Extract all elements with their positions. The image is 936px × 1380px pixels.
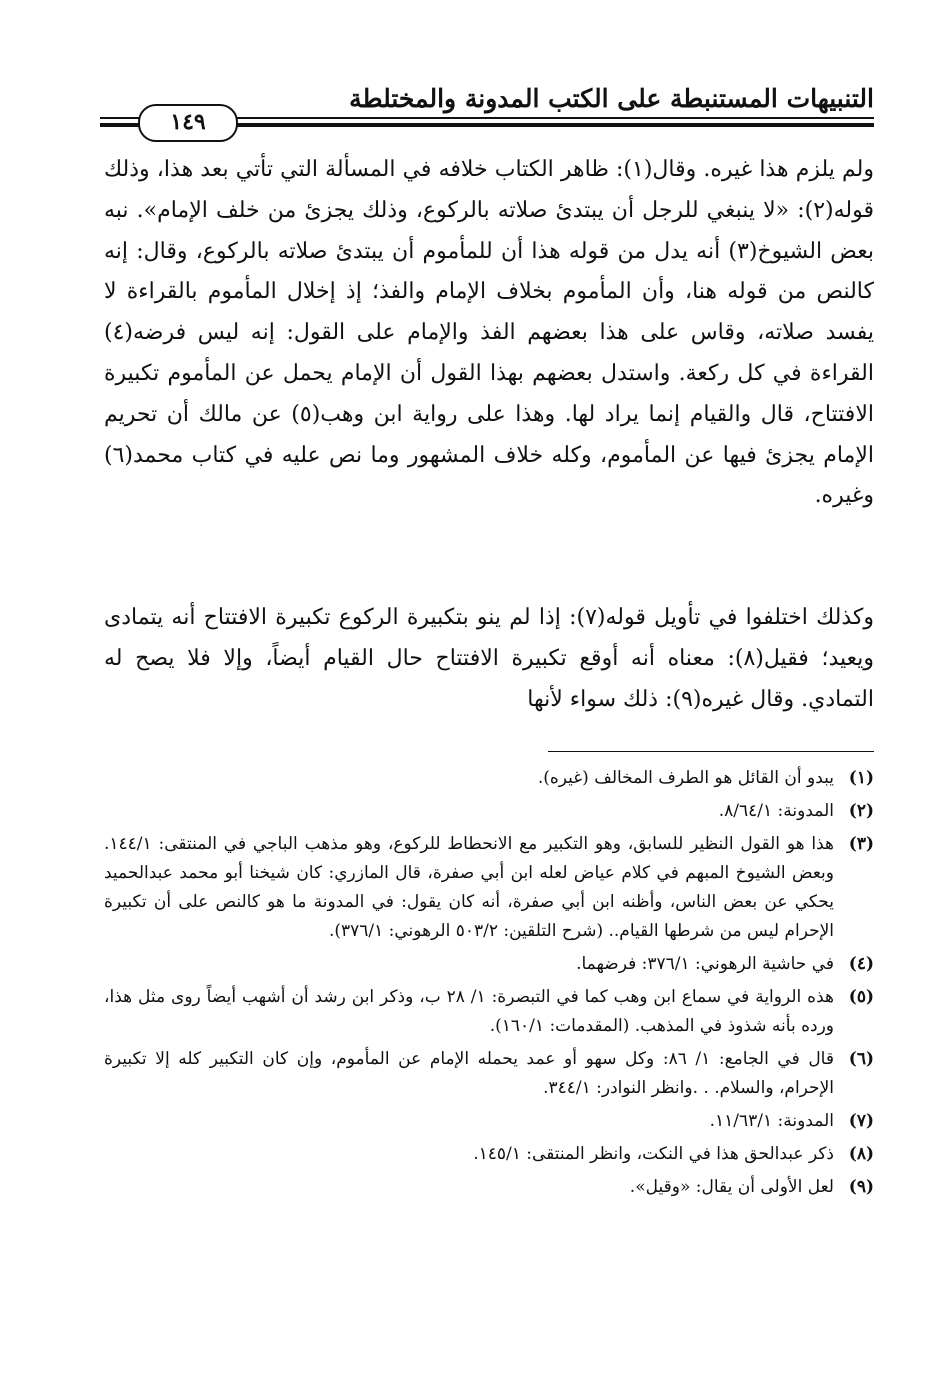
footnote-number: (١) xyxy=(848,768,874,788)
footnote-text: ذكر عبدالحق هذا في النكت، وانظر المنتقى: ١٤٥/١. xyxy=(473,1144,834,1164)
footnote-4 xyxy=(104,950,874,979)
footnote-1 xyxy=(104,764,874,793)
footnote-text: في حاشية الرهوني: ٣٧٦/١: فرضهما. xyxy=(576,954,834,974)
footnote-number: (٣) xyxy=(848,834,874,854)
footnote-5 xyxy=(104,983,874,1041)
body-paragraph-1: ولم يلزم هذا غيره. وقال(١): ظاهر الكتاب خلافه في المسألة التي تأتي بعد هذا، وذلك قوله(٢): «لا ينبغي للرجل أن يبتدئ صلاته بالركوع، وذلك يجزئ من خلف الإمام». نبه بعض الشيوخ(٣) أنه يدل من قوله هذا أن للمأموم أن يبتدئ صلاته بالركوع، وقال: إنه كالنص من قوله هنا، وأن المأموم بخلاف الإمام والفذ؛ إذ إخلال المأموم بالقراءة لا يفسد صلاته، وقاس على هذا بعضهم الفذ والإمام على القول: إنه ليس فرضه(٤) القراءة في كل ركعة. واستدل بعضهم بهذا القول أن الإمام يحمل عن المأموم تكبيرة الافتتاح، قال والقيام إنما يراد لها. وهذا على رواية ابن وهب(٥) عن مالك أن تحريم الإمام يجزئ فيها عن المأموم، وكله خلاف المشهور وما نص عليه في كتاب محمد(٦) وغيره. xyxy=(104,157,874,509)
footnote-7 xyxy=(104,1107,874,1136)
footnote-text: لعل الأولى أن يقال: «وقيل». xyxy=(629,1177,834,1197)
footnote-3 xyxy=(104,830,874,946)
footnote-8 xyxy=(104,1140,874,1169)
footnote-2 xyxy=(104,797,874,826)
footnote-text: هذا هو القول النظير للسابق، وهو التكبير مع الانحطاط للركوع، وهو مذهب الباجي في المنتقى: ١٤٤/١. وبعض الشيوخ المبهم في كلام عياض لعله ابن أبي صفرة، قال المازري: كان شيخنا أبو محمد عبدالحميد يحكي عن بعض الناس، وأظنه ابن أبي صفرة، أنه كان يقول: في المدونة ما هو كالنص على أن تكبيرة الإحرام ليس من شرطها القيام.. (شرح التلقين: ٥٠٣/٢ الرهوني: ٣٧٦/١). xyxy=(104,834,834,941)
footnote-number: (٥) xyxy=(848,987,874,1007)
footnote-number: (٢) xyxy=(848,801,874,821)
footnote-number: (٨) xyxy=(848,1144,874,1164)
footnote-number: (٩) xyxy=(848,1177,874,1197)
footnote-text: قال في الجامع: ١/ ٨٦: وكل سهو أو عمد يحمله الإمام عن المأموم، وإن كان التكبير كله إلا تكبيرة الإحرام، والسلام. . .وانظر النوادر: ٣٤٤/١. xyxy=(104,1049,834,1098)
footnote-text: المدونة: ٨/٦٤/١. xyxy=(718,801,834,821)
body-paragraph-2: وكذلك اختلفوا في تأويل قوله(٧): إذا لم ينو بتكبيرة الركوع تكبيرة الافتتاح أنه يتمادى ويعيد؛ فقيل(٨): معناه أنه أوقع تكبيرة الافتتاح حال القيام أيضاً، وإلا فلا يصح له التمادي. وقال غيره(٩): ذلك سواء لأنها xyxy=(104,605,874,712)
footnote-number: (٤) xyxy=(848,954,874,974)
footnote-number: (٦) xyxy=(848,1049,874,1069)
footnote-text: هذه الرواية في سماع ابن وهب كما في التبصرة: ١/ ٢٨ ب، وذكر ابن رشد أن أشهب أيضاً روى مثل هذا، ورده بأنه شذوذ في المذهب. (المقدمات: ١٦٠/١). xyxy=(104,987,834,1036)
footnote-text: يبدو أن القائل هو الطرف المخالف (غيره). xyxy=(537,768,834,788)
footnotes-list xyxy=(104,764,874,1206)
footnote-separator xyxy=(548,751,874,752)
footnote-number: (٧) xyxy=(848,1111,874,1131)
running-header-title: التنبيهات المستنبطة على الكتب المدونة والمختلطة xyxy=(349,84,874,113)
footnote-text: المدونة: ١١/٦٣/١. xyxy=(709,1111,834,1131)
footnote-9 xyxy=(104,1173,874,1202)
footnote-6 xyxy=(104,1045,874,1103)
page-number-badge: ١٤٩ xyxy=(138,104,238,142)
